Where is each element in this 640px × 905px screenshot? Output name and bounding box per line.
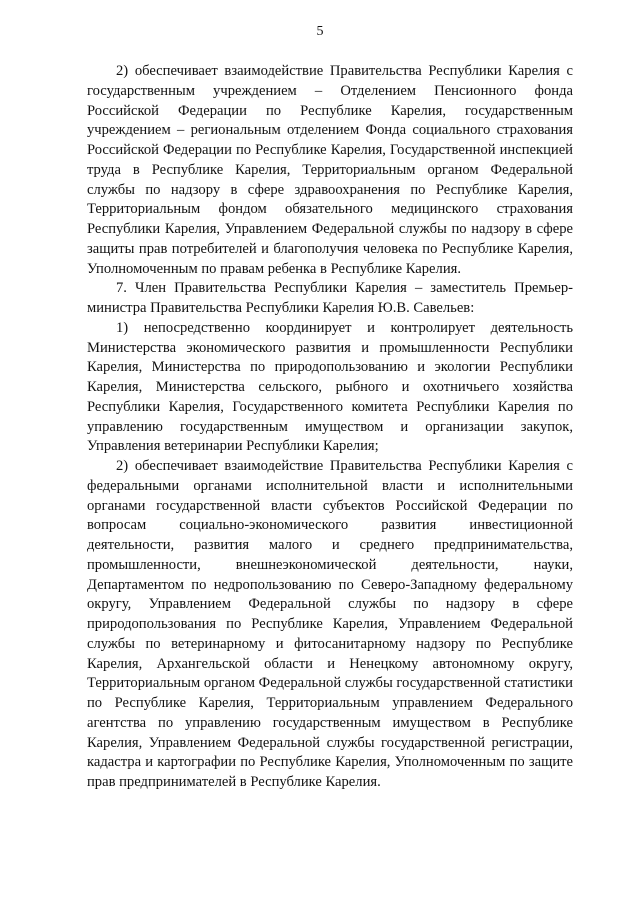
paragraph-coordination: 1) непосредственно координирует и контролирует деятельность Министерства экономического развития и промышленности Республики Карелия, Министерства по природопользованию и экологии Республики Карелия, Министерства сельского, рыбного и охотничьего хозяйства Республики Карелия, Государственного комитета Республики Карелия по управлению государственным имуществом и организации закупок, Управления ветеринарии Республики Карелия;	[87, 319, 573, 455]
paragraph-interaction-federal: 2) обеспечивает взаимодействие Правительства Республики Карелия с федеральными органами исполнительной власти и исполнительными органами государственной власти субъектов Российской Федерации по вопросам социально-экономического развития инвестиционной деятельности, развития малого и среднего предпринимательства, промышленности, внешнеэкономической деятельности, науки, Департаментом по недропользованию по Северо-Западному федеральному округу, Управлением Федеральной службы по надзору в сфере природопользования по Республике Карелия, Управлением Федеральной службы по ветеринарному и фитосанитарному надзору по Республике Карелия, Архангельской области и Ненецкому автономному округу, Территориальным органом Федеральной службы государственной статистики по Республике Карелия, Территориальным управлением Федерального агентства по управлению государственным имуществом в Республике Карелия, Управлением Федеральной службы государственной регистрации, кадастра и картографии по Республике Карелия, Уполномоченным по защите прав предпринимателей в Республике Карелия.	[87, 458, 573, 790]
page-number: 5	[316, 24, 324, 39]
paragraph-member-savelyev: 7. Член Правительства Республики Карелия – заместитель Премьер-министра Правительства Республики Карелия Ю.В. Савельев:	[87, 280, 573, 316]
paragraph-interaction-social: 2) обеспечивает взаимодействие Правительства Республики Карелия с государственным учреждением – Отделением Пенсионного фонда Российской Федерации по Республике Карелия, государственным учреждением – региональным отделением Фонда социального страхования Российской Федерации по Республике Карелия, Государственной инспекцией труда в Республике Карелия, Территориальным органом Федеральной службы по надзору в сфере здравоохранения по Республике Карелия, Территориальным фондом обязательного медицинского страхования Республики Карелия, Управлением Федеральной службы по надзору в сфере защиты прав потребителей и благополучия человека по Республике Карелия, Уполномоченным по правам ребенка в Республике Карелия.	[87, 63, 573, 277]
document-body	[87, 62, 573, 793]
